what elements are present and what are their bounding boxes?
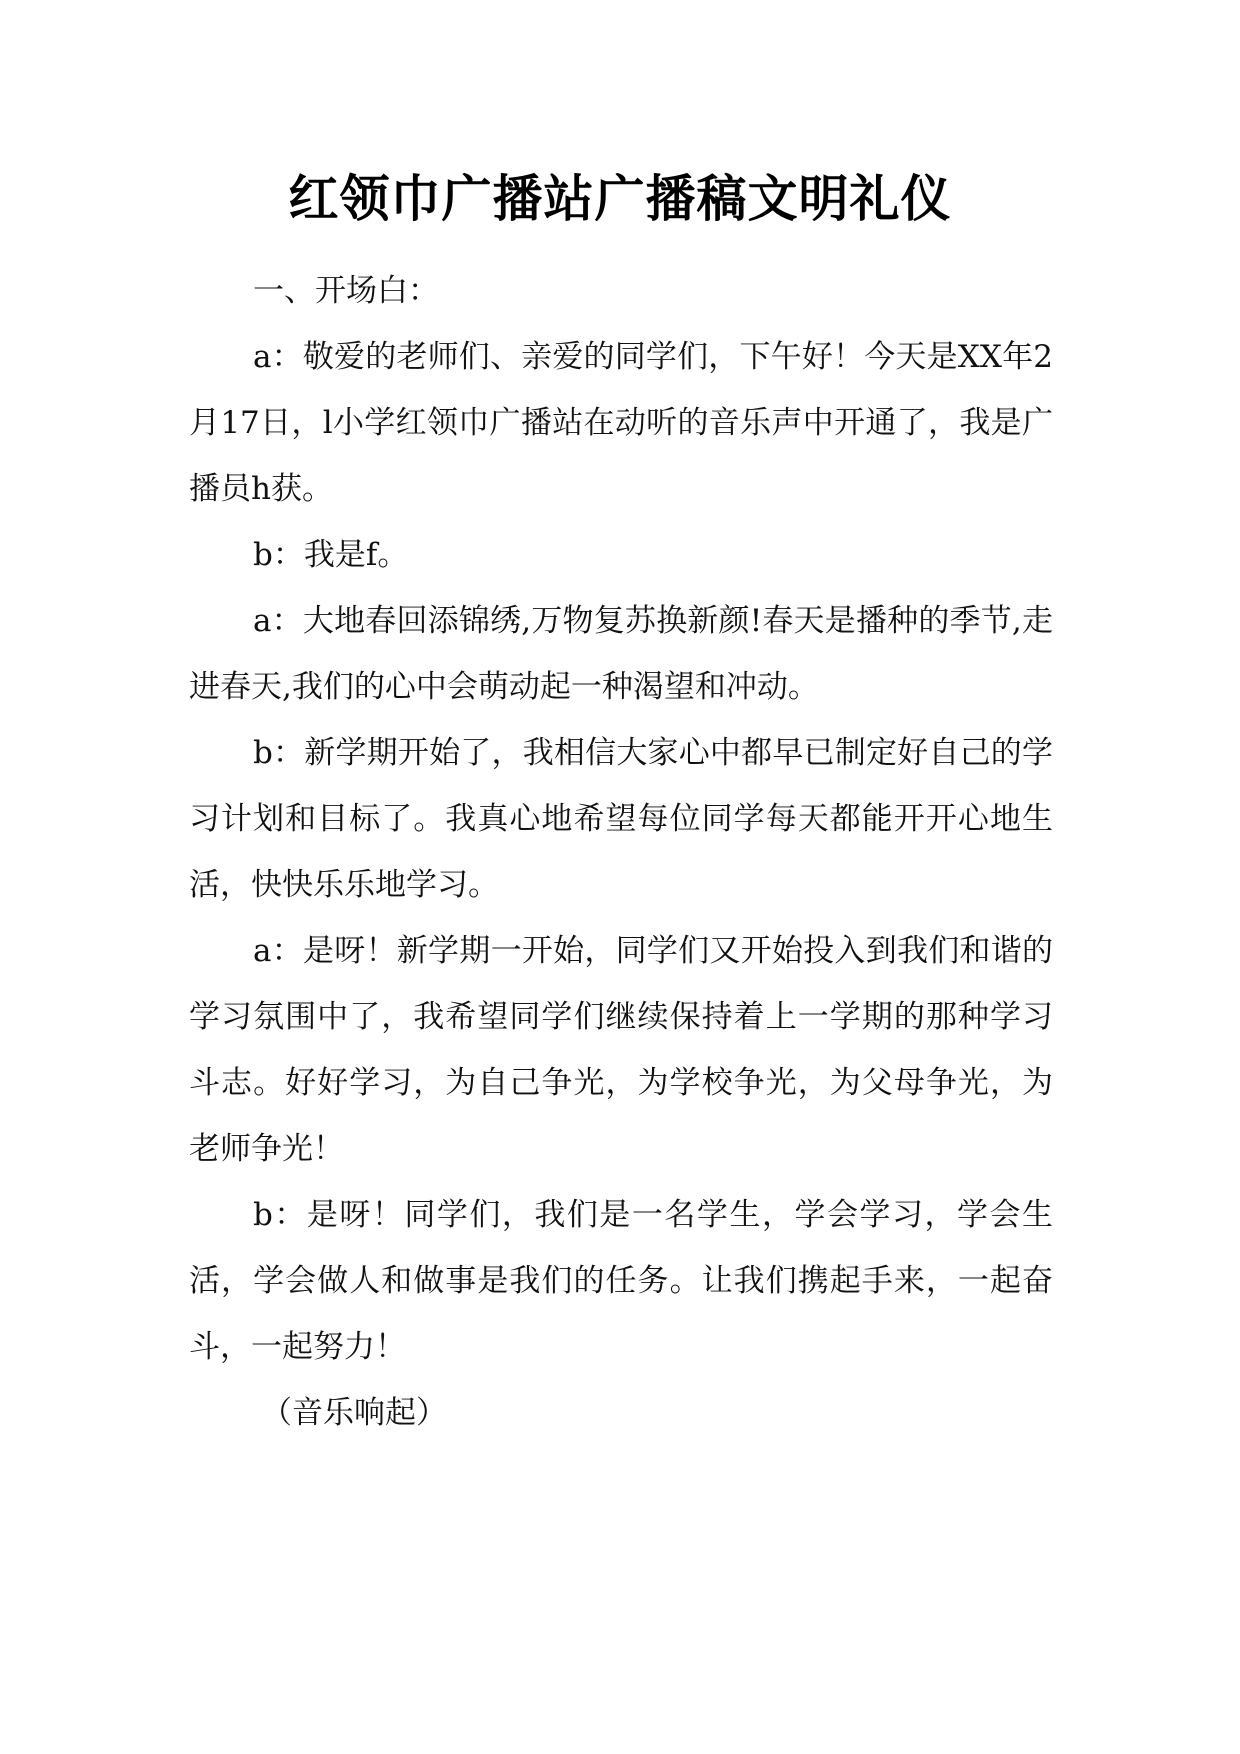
paragraph: a：是呀！新学期一开始，同学们又开始投入到我们和谐的学习氛围中了，我希望同学们继续保持着上一学期的那种学习斗志。好好学习，为自己争光，为学校争光，为父母争光，为老师争光！ [189, 933, 1053, 1167]
paragraph: a：敬爱的老师们、亲爱的同学们，下午好！今天是XX年2月17日，l小学红领巾广播站在动听的音乐声中开通了，我是广播员h获。 [189, 339, 1053, 507]
paragraph: a：大地春回添锦绣,万物复苏换新颜!春天是播种的季节,走进春天,我们的心中会萌动起一种渴望和冲动。 [189, 603, 1053, 705]
document-title: 红领巾广播站广播稿文明礼仪 [288, 170, 952, 228]
document-body [189, 258, 1053, 1446]
stage-direction: （音乐响起） [261, 1395, 447, 1431]
paragraph: b：新学期开始了，我相信大家心中都早已制定好自己的学习计划和目标了。我真心地希望每位同学每天都能开开心地生活，快快乐乐地学习。 [189, 735, 1053, 903]
paragraph: b：是呀！同学们，我们是一名学生，学会学习，学会生活，学会做人和做事是我们的任务。让我们携起手来，一起奋斗，一起努力！ [189, 1197, 1053, 1365]
section-heading-opening: 一、开场白： [253, 273, 439, 309]
paragraph: b：我是f。 [253, 537, 409, 573]
